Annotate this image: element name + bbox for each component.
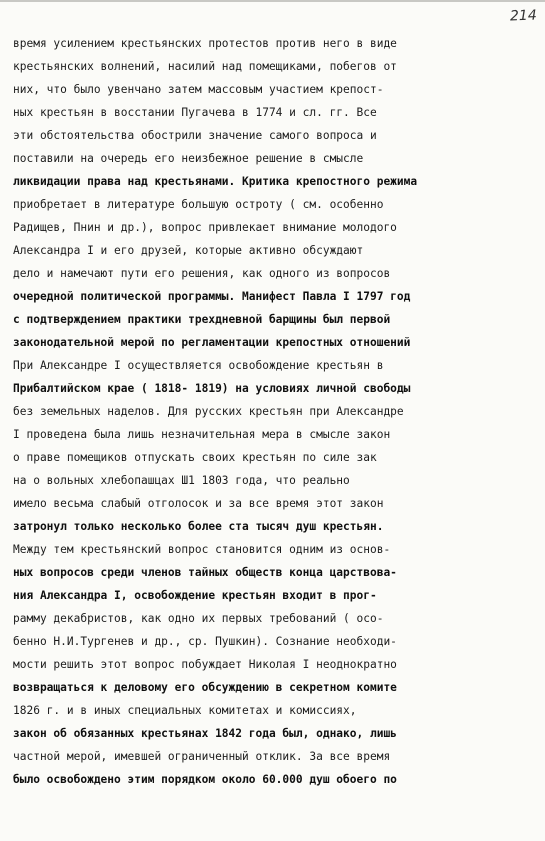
text-line: рамму декабристов, как одно их первых требований ( осо-: [13, 612, 384, 625]
text-line: бенно Н.И.Тургенев и др., ср. Пушкин). Сознание необходи-: [13, 635, 397, 648]
text-line: ных вопросов среди членов тайных обществ конца царствова-: [13, 566, 397, 579]
text-line: закон об обязанных крестьянах 1842 года был, однако, лишь: [13, 727, 397, 740]
text-line: ния Александра I, освобождение крестьян входит в прог-: [13, 589, 377, 602]
text-line: очередной политической программы. Манифест Павла I 1797 год: [13, 290, 411, 303]
text-line: Между тем крестьянский вопрос становится одним из основ-: [13, 543, 391, 556]
text-line: Радищев, Пнин и др.), вопрос привлекает внимание молодого: [13, 221, 397, 234]
text-line: При Александре I осуществляется освобождение крестьян в: [13, 359, 384, 372]
text-line: приобретает в литературе большую остроту ( см. особенно: [13, 198, 384, 211]
text-line: было освобождено этим порядком около 60.000 душ обоего по: [13, 773, 397, 786]
text-line: с подтверждением практики трехдневной барщины был первой: [13, 313, 391, 326]
page-number: 214: [509, 7, 538, 25]
text-line: 1826 г. и в иных специальных комитетах и комиссиях,: [13, 704, 357, 717]
text-line: Прибалтийском крае ( 1818- 1819) на условиях личной свободы: [13, 382, 411, 395]
text-line: крестьянских волнений, насилий над помещиками, побегов от: [13, 60, 397, 73]
typewritten-text: [13, 32, 533, 791]
text-line: без земельных наделов. Для русских крестьян при Александре: [13, 405, 404, 418]
text-line: поставили на очередь его неизбежное решение в смысле: [13, 152, 364, 165]
text-line: них, что было увенчано затем массовым участием крепост-: [13, 83, 384, 96]
text-line: I проведена была лишь незначительная мера в смысле закон: [13, 428, 391, 441]
text-line: частной мерой, имевшей ограниченный отклик. За все время: [13, 750, 391, 763]
text-line: время усилением крестьянских протестов против него в виде: [13, 37, 397, 50]
page-edge: [0, 0, 545, 2]
text-line: эти обстоятельства обострили значение самого вопроса и: [13, 129, 377, 142]
text-line: ликвидации права над крестьянами. Критика крепостного режима: [13, 175, 418, 188]
text-line: затронул только несколько более ста тысяч душ крестьян.: [13, 520, 384, 533]
text-line: о праве помещиков отпускать своих крестьян по силе зак: [13, 451, 377, 464]
text-line: дело и намечают пути его решения, как одного из вопросов: [13, 267, 391, 280]
text-line: ных крестьян в восстании Пугачева в 1774 и сл. гг. Все: [13, 106, 377, 119]
text-line: законодательной мерой по регламентации крепостных отношений: [13, 336, 411, 349]
text-line: возвращаться к деловому его обсуждению в секретном комите: [13, 681, 397, 694]
text-line: мости решить этот вопрос побуждает Николая I неоднократно: [13, 658, 397, 671]
text-line: на о вольных хлебопашцах Ш1 1803 года, что реально: [13, 474, 350, 487]
text-line: имело весьма слабый отголосок и за все время этот закон: [13, 497, 384, 510]
text-line: Александра I и его друзей, которые активно обсуждают: [13, 244, 364, 257]
